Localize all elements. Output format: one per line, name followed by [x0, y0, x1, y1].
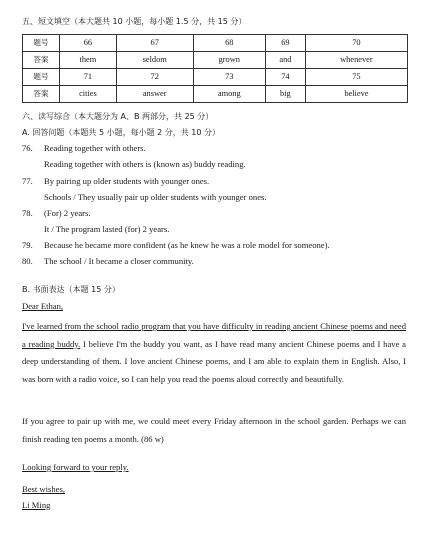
table-cell: 70 — [305, 35, 407, 52]
row-label: 答案 — [23, 86, 60, 103]
table-cell: big — [265, 86, 305, 103]
section-6-heading: 六、读写综合（本大题分为 A、B 两部分，共 25 分） — [22, 112, 214, 121]
letter-signoff: Best wishes, — [22, 484, 65, 494]
table-cell: answer — [116, 86, 193, 103]
table-cell: believe — [305, 86, 407, 103]
answer-line: Reading together with others. — [44, 143, 146, 153]
question-number: 77. — [22, 176, 33, 186]
letter-greeting: Dear Ethan, — [22, 301, 64, 311]
table-row — [23, 69, 408, 86]
answer-line: By pairing up older students with younger ones. — [44, 176, 210, 186]
table-cell: 66 — [60, 35, 117, 52]
table-cell: 71 — [60, 69, 117, 86]
row-label: 题号 — [23, 69, 60, 86]
table-row — [23, 86, 408, 103]
letter-paragraph-1 — [22, 318, 406, 388]
question-number: 76. — [22, 143, 33, 153]
table-cell: whenever — [305, 52, 407, 69]
answer-line: Schools / They usually pair up older students with younger ones. — [44, 192, 267, 202]
section-5-heading: 五、短文填空（本大题共 10 小题，每小题 1.5 分，共 15 分） — [22, 17, 247, 26]
paragraph-text: I believe I'm the buddy you want, as I have read many ancient Chinese poems and I have a deep understanding of them. I love ancient Chinese poems, and I am able to explain them in English. Also, I was born with a radio voice, so I can help you read the poems aloud correctly and beautifully. — [22, 338, 406, 384]
answer-line: Reading together with others is (known as) buddy reading. — [44, 159, 246, 169]
table-cell: among — [193, 86, 265, 103]
table-cell: 68 — [193, 35, 265, 52]
underlined-sentence: I've learned from the school radio program that you have difficulty in reading ancient Chinese poems and need a reading buddy. — [22, 321, 406, 349]
part-b-heading: B. 书面表达（本题 15 分） — [22, 285, 120, 294]
answer-line: Because he became more confident (as he knew he was a role model for someone). — [44, 240, 330, 250]
table-row — [23, 52, 408, 69]
table-cell: 69 — [265, 35, 305, 52]
letter-closing: Looking forward to your reply. — [22, 462, 129, 472]
question-number: 79. — [22, 240, 33, 250]
table-cell: them — [60, 52, 117, 69]
part-a-heading: A. 回答问题（本题共 5 小题，每小题 2 分，共 10 分） — [22, 128, 221, 137]
table-cell: and — [265, 52, 305, 69]
table-cell: 74 — [265, 69, 305, 86]
table-row — [23, 35, 408, 52]
answer-line: It / The program lasted (for) 2 years. — [44, 224, 170, 234]
table-cell: 75 — [305, 69, 407, 86]
letter-signature: Li Ming — [22, 500, 51, 510]
table-cell: 72 — [116, 69, 193, 86]
question-number: 80. — [22, 256, 33, 266]
answer-line: The school / It became a closer community. — [44, 256, 194, 266]
table-cell: 73 — [193, 69, 265, 86]
table-cell: seldom — [116, 52, 193, 69]
row-label: 题号 — [23, 35, 60, 52]
table-cell: cities — [60, 86, 117, 103]
letter-paragraph-2: If you agree to pair up with me, we could meet every Friday afternoon in the school garden. Perhaps we can finish reading ten poems a month. (86 w) — [22, 416, 406, 444]
table-cell: 67 — [116, 35, 193, 52]
row-label: 答案 — [23, 52, 60, 69]
answer-table — [22, 34, 408, 103]
table-cell: grown — [193, 52, 265, 69]
answer-line: (For) 2 years. — [44, 208, 91, 218]
question-number: 78. — [22, 208, 33, 218]
